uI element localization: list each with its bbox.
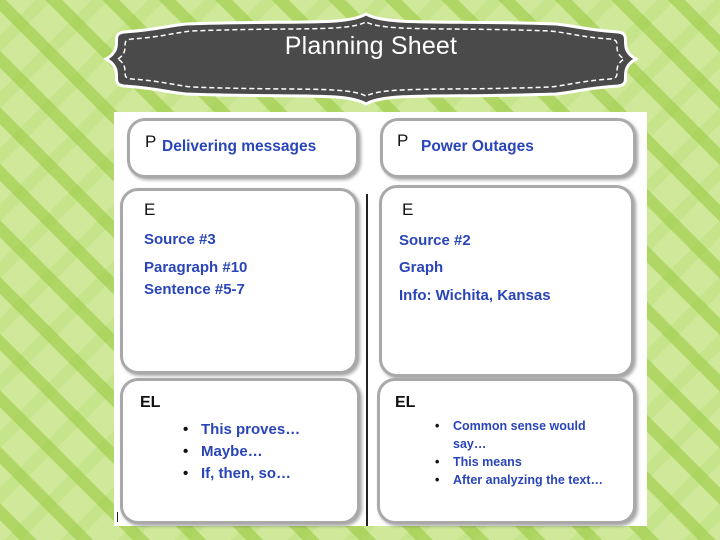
right-evidence-line: Source #2 [399, 232, 471, 249]
list-item: • After analyzing the text… [433, 471, 613, 489]
left-elaboration-list [181, 419, 300, 485]
title-banner [96, 10, 646, 108]
right-evidence-line: Graph [399, 259, 444, 276]
right-evidence-line: Info: Wichita, Kansas [399, 287, 551, 304]
right-point-text: Power Outages [421, 138, 534, 155]
list-item: • This proves… [181, 419, 300, 441]
left-evidence-line: Source #3 [144, 231, 216, 248]
right-elaboration-list [433, 417, 613, 489]
right-elaboration-box [377, 378, 636, 524]
left-evidence-box [120, 188, 358, 374]
list-item: • This means [433, 453, 613, 471]
list-item: • If, then, so… [181, 463, 300, 485]
elaboration-label: EL [395, 394, 416, 411]
page-title: Planning Sheet [284, 32, 458, 60]
left-point-text: Delivering messages [162, 138, 317, 155]
list-item: • Common sense would say… [433, 417, 613, 453]
left-evidence-line: Sentence #5-7 [144, 281, 245, 298]
list-item: • Maybe… [181, 441, 300, 463]
left-point-box [127, 118, 359, 178]
point-letter: P [145, 132, 157, 151]
point-letter: P [397, 131, 409, 150]
planning-worksheet [114, 112, 647, 526]
right-point-box [380, 118, 636, 178]
edge-mark [117, 512, 118, 522]
elaboration-label: EL [140, 394, 161, 411]
evidence-letter: E [402, 200, 414, 219]
left-elaboration-box [120, 378, 360, 524]
column-divider [366, 194, 368, 526]
right-evidence-box [379, 185, 634, 377]
evidence-letter: E [144, 200, 156, 219]
left-evidence-line: Paragraph #10 [144, 259, 248, 276]
